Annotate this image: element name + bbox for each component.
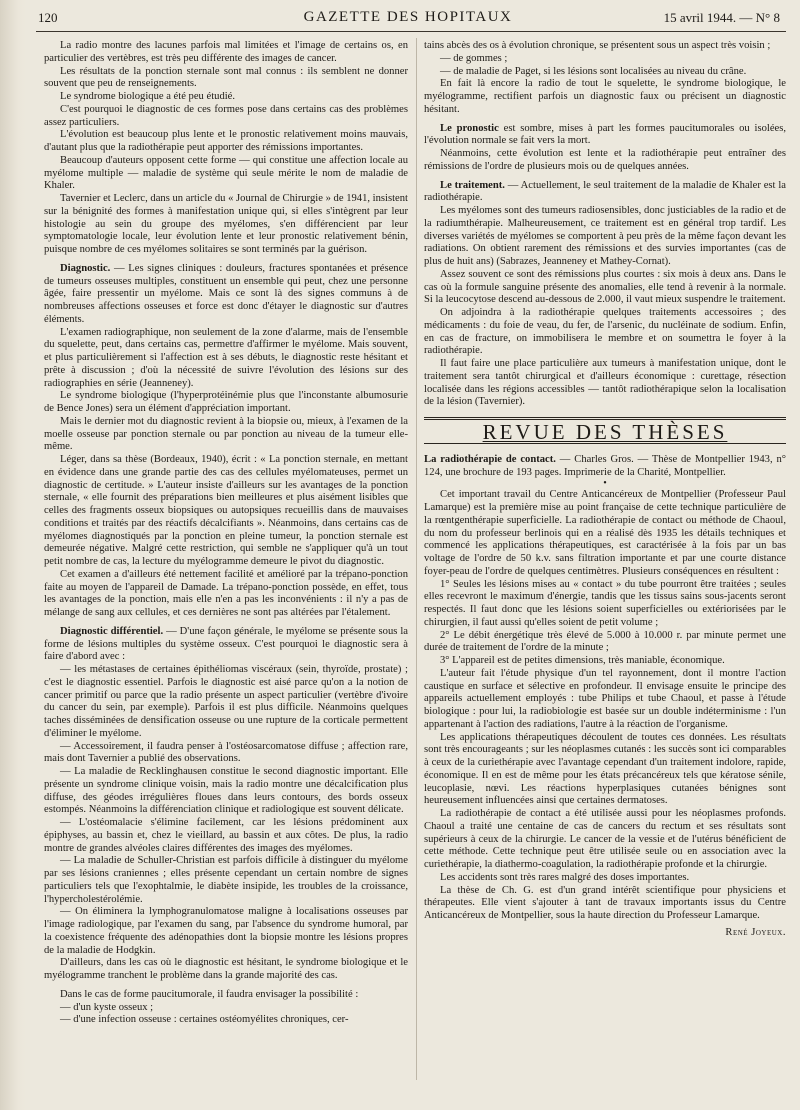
paragraph: C'est pourquoi le diagnostic de ces formes pose dans certains cas des problèmes assez particuliers. <box>44 103 408 128</box>
journal-title: GAZETTE DES HOPITAUX <box>303 9 513 25</box>
section-heading-treatment: Le traitement. <box>440 179 505 191</box>
list-item: — La maladie de Recklinghausen constitue le second diagnostic important. Elle présente un syndrome clinique voisin, mais la radio montre une décalcification plus diffuse, des géodes irrégulières floues dans leurs contours, des bords osseux estompés. Néanmoins la différenciation clinique et radiologique est souvent délicate. <box>44 766 408 816</box>
paragraph: Les accidents sont très rares malgré des doses importantes. <box>440 871 690 883</box>
section-text: — Actuellement, le seul traitement de la maladie de Khaler est la radiothérapie. <box>424 179 786 204</box>
paragraph: Mais le dernier mot du diagnostic revient à la biopsie ou, mieux, à l'examen de la moelle osseuse par ponction sternale ou par ponction au niveau de la tumeur elle-même. <box>44 415 408 453</box>
differential-section <box>44 626 408 664</box>
treatment-section <box>424 180 786 206</box>
paragraph: Cet examen a d'ailleurs été nettement facilité et amélioré par la trépano-ponction faite au moyen de l'appareil de Damade. La trépano-ponction possède, en effet, tous les avantages de la ponction, mais elle n'en a pas les inconvénients : il n'y a pas de mélange de sang aux cellules, et ces dernières ne sont pas altérées par l'étalement. <box>44 568 408 618</box>
paragraph: Cet important travail du Centre Anticancéreux de Montpellier (Professeur Paul Lamarque) est la première mise au point française de cette technique particulière de la rœntgenthérapie superficielle. La radiothérapie de contact ou méthode de Chaoul, du nom du professeur berlinois qui en a réalisé dès 1935 les détails techniques et commencé les applications thérapeutiques, est caractérisée à la fois par un bas voltage de l'ordre de 50 k.v. sans filtration importante et par une courte distance foyer-peau de l'ordre de quelques centimètres. Plusieurs conséquences en résultent : <box>424 489 786 577</box>
section-text: — Les signes cliniques : douleurs, fractures spontanées et présence de tumeurs osseuses multiples, constituent un ensemble qui peut, chez une personne âgée, faire pressentir un myélome. Mais ce sont là des signes communs à de nombreuses affections osseuses et force est donc d'étayer le diagnostic sur d'autres éléments. <box>44 262 408 325</box>
list-item: 1° Seules les lésions mises au « contact » du tube pourront être traitées ; seules elles recevront le maximum d'énergie, tandis que les tissus sains sous-jacents seront respectés. Il faut donc que les lésions soient superficielles ou extériorisées par le chirurgien, il faut aussi qu'elles soient de petit volume ; <box>424 578 786 628</box>
paragraph: Il faut faire une place particulière aux tumeurs à manifestation unique, dont le traitement sera tantôt chirurgical et d'ailleurs économique : curettage, résection localisée dans les régions accessibles — tantôt radiothérapique selon la localisation de la lésion (Tavernier). <box>424 358 786 408</box>
paragraph: Léger, dans sa thèse (Bordeaux, 1940), écrit : « La ponction sternale, en mettant en évidence dans une grande partie des cas des cellules myélomateuses, permet un diagnostic de certitude. » L'auteur insiste d'ailleurs sur les avantages de la ponction sternale, « elle fournit des préparations bien meilleures et plus aisément lisibles que celles des fragments osseux biopsiques ou autopsiques recueillis dans de mauvaises conditions et traités par des réactifs décalcifiants ». Néanmoins, dans certains cas de myélomes diagnostiqués par la ponction en pleine tumeur, la ponction sternale est demeurée négative. Malgré cette restriction, qui semble ne s'appliquer qu'à un tout petit nombre de cas, la lecture du myélogramme demeure le pivot du diagnostic. <box>44 454 408 567</box>
list-item: — La maladie de Schuller-Christian est parfois difficile à distinguer du myélome par ses lésions craniennes ; elles présente cependant un certain nombre de signes particuliers tels que l'exophtalmie, le diabète insipide, les troubles de la croissance, l'hypercholestérolémie. <box>44 855 408 905</box>
revue-des-theses-heading: REVUE DES THÈSES <box>482 420 728 444</box>
paragraph: En fait là encore la radio de tout le squelette, le syndrome biologique, le myélogramme, rectifient parfois un diagnostic faux ou précisent un diagnostic hésitant. <box>424 78 786 115</box>
paragraph: Le syndrome biologique (l'hyperprotéinémie plus que l'inconstante albumosurie de Bence Jones) sera un élément d'appréciation important. <box>44 390 408 414</box>
section-text: — D'une façon générale, le myélome se présente sous la forme de lésions multiples du système osseux. C'est pourquoi le diagnostic sera à faire d'abord avec : <box>44 625 408 663</box>
paragraph: Assez souvent ce sont des rémissions plus courtes : six mois à deux ans. Dans le cas où la formule sanguine présente des anomalies, elle tend à revenir à la normale. Si la leucocytose descend au-dessous de 2.000, il vaut mieux suspendre le traitement. <box>424 268 786 306</box>
paragraph: Beaucoup d'auteurs opposent cette forme — qui constitue une affection locale au myélome multiple — maladie de système qui seule mérite le nom de maladie de Khaler. <box>44 154 408 192</box>
list-item: — d'un kyste osseux ; <box>60 1001 154 1013</box>
list-item: — d'une infection osseuse : certaines ostéomyélites chroniques, cer- <box>60 1014 349 1026</box>
paragraph: Les applications thérapeutiques découlent de toutes ces données. Les résultats sont très encourageants ; sur les néoplasmes cutanés : les succès sont ici comparables à ceux de la curiethérapie avec l'avantage cependant d'un traitement indolore, rapide, économique. Il en est de même pour les états précancéreux tels que kératose sénile, leucoplasie, nœvi. Les réactions hyperplasiques cutanées bénignes sont heureusement influencées ainsi que certaines dermatoses. <box>424 731 786 807</box>
list-item: — de maladie de Paget, si les lésions sont localisées au niveau du crâne. <box>440 65 747 77</box>
diagnostic-section <box>44 263 408 327</box>
paragraph: Les myélomes sont des tumeurs radiosensibles, donc justiciables de la radio et de la radiumthérapie. Malheureusement, ce traitement est en général trop tardif. Les diverses variétés de myélomes se comportent à peu près de la même façon devant les radiations. On obtient rarement des rémissions et des survies importantes (cas de plus de huit ans) (Sabrazes, Jeanneney et Mathey-Cornat). <box>424 205 786 267</box>
paragraph: L'évolution est beaucoup plus lente et le pronostic relativement moins mauvais, d'autant plus que la radiothérapie peut apporter des rémissions importantes. <box>44 129 408 153</box>
paragraph: L'auteur fait l'étude physique d'un tel rayonnement, dont il montre l'action caustique en surface et sélective en profondeur. Il envisage ensuite le principe des appareils actuellement employés : tube Philips et tube Chaoul, et passe à l'étude biologique : pour lui, la radiobiologie est basée sur un double indéterminisme : l'un appartenant à l'action des radiations, l'autre à la réaction de l'organisme. <box>424 667 786 730</box>
author-signature <box>424 927 786 940</box>
page-number: 120 <box>38 10 58 25</box>
list-item: 3° L'appareil est de petites dimensions, très maniable, économique. <box>440 655 725 666</box>
thesis-title: La radiothérapie de contact. <box>424 453 556 465</box>
paragraph: Dans le cas de forme paucitumorale, il faudra envisager la possibilité : <box>60 988 359 1000</box>
thesis-reference <box>424 454 786 480</box>
paragraph: On adjoindra à la radiothérapie quelques traitements accessoires ; des médicaments : du foie de veau, du fer, de l'arsenic, du nucléinate de sodium. Enfin, en cas de fracture, on immobilisera le membre et on soumettra le foyer à la radiothérapie. <box>424 307 786 357</box>
page-header <box>30 2 786 28</box>
section-heading-differential: Diagnostic différentiel. <box>60 625 164 637</box>
paragraph: Le syndrome biologique a été peu étudié. <box>60 91 236 102</box>
paragraph: Tavernier et Leclerc, dans un article du « Journal de Chirurgie » de 1941, insistent sur la bénignité des formes à manifestation unique qui, si elles s'intègrent par leur histologie au sein du groupe des myélomes, s'en différencient par leur symptomatologie locale, leur évolution lente et leur pronostic relativement bénin, puisque nombre de ces myélomes solitaires se sont terminés par la guérison. <box>44 193 408 255</box>
issue-date: 15 avril 1944. — N° 8 <box>663 10 780 25</box>
paragraph: Néanmoins, cette évolution est lente et la radiothérapie peut entraîner des rémissions de l'ordre de plusieurs mois ou de quelques années. <box>424 148 786 172</box>
signature-text: René Joyeux. <box>725 926 786 938</box>
paragraph: tains abcès des os à évolution chronique, se présentent sous un aspect très voisin ; <box>424 40 771 51</box>
list-item: — de gommes ; <box>440 52 508 64</box>
paragraph: L'examen radiographique, non seulement de la zone d'alarme, mais de l'ensemble du squelette, peut, dans certains cas, permettre d'affirmer le myélome. Mais souvent, et plus particulièrement si l'affection est à ses débuts, le diagnostic reste hésitant et prête à discussion ; d'où la nécessité de suivre l'évolution des lésions sur des radiographies en série (Jeanneney). <box>44 326 408 389</box>
prognosis-section <box>424 123 786 149</box>
left-column <box>44 40 408 1027</box>
paragraph: La radio montre des lacunes parfois mal limitées et l'image de certains os, en particulier des vertèbres, est très peu différente des images de cancer. <box>44 40 408 64</box>
section-text: est sombre, mises à part les formes paucitumorales ou isolées, l'évolution normale se fait vers la mort. <box>424 122 786 147</box>
list-item: — les métastases de certaines épithéliomas viscéraux (sein, thyroïde, prostate) ; c'est le diagnostic essentiel. Parfois le diagnostic est aisé parce qu'on a la notion de cancer primitif ou parce que la radio présente un aspect particulier (vertèbre d'ivoire du cancer du sein, par exemple). Parfois il est plus difficile. Néanmoins quelques taches disséminées de densification osseuse ou une rupture de la corticale permettent d'éliminer le myélome. <box>44 664 408 739</box>
paragraph: Les résultats de la ponction sternale sont mal connus : ils semblent ne donner souvent que peu de renseignements. <box>44 65 408 90</box>
list-item: 2° Le débit énergétique très élevé de 5.000 à 10.000 r. par minute permet une durée de traitement de l'ordre de la minute ; <box>424 629 786 654</box>
page-binding-edge <box>0 0 26 1110</box>
right-column <box>424 40 786 940</box>
header-rule <box>36 31 786 32</box>
column-divider <box>416 38 417 1080</box>
list-item: — On éliminera la lymphogranulomatose maligne à localisations osseuses par l'image radiologique, par l'examen du sang, par l'absence du syndrome humoral, par la coexistence fréquente des adénopathies dont la biopsie montre les lésions propres de la maladie de Hodgkin. <box>44 906 408 956</box>
list-item: — L'ostéomalacie s'élimine facilement, car les lésions prédominent aux épiphyses, au bassin et, chez le vieillard, au bassin et aux côtes. De plus, la radio montre de grandes alvéoles claires différentes des images des myélomes. <box>44 817 408 854</box>
section-heading-prognosis: Le pronostic <box>440 122 499 134</box>
section-heading-diagnostic: Diagnostic. <box>60 262 111 274</box>
thesis-citation: — Charles Gros. — Thèse de Montpellier 1943, n° 124, une brochure de 193 pages. Imprimerie de la Charité, Montpellier. <box>424 453 786 478</box>
list-item: — Accessoirement, il faudra penser à l'ostéosarcomatose diffuse ; affection rare, mais dont Tavernier a publié des observations. <box>44 740 408 765</box>
paragraph: La thèse de Ch. G. est d'un grand intérêt scientifique pour physiciens et thérapeutes. Elle vient s'ajouter à tant de travaux importants issus du Centre Anticancéreux de Montpellier, sous la haute direction du Professeur Lamarque. <box>424 884 786 921</box>
paragraph: La radiothérapie de contact a été utilisée aussi pour les néoplasmes profonds. Chaoul a traité une centaine de cas de cancers du rectum et ses résultats sont supérieurs à ceux de la chirurgie. Le cancer de la vessie et de l'utérus bénéficient de cette méthode. Cette technique peut être utilisée seule ou en association avec la curiethérapie, la diathermo-coagulation, la radiothérapie profonde et la chirurgie. <box>424 808 786 870</box>
separator-dot: • <box>603 478 607 490</box>
paragraph: D'ailleurs, dans les cas où le diagnostic est hésitant, le syndrome biologique et le myélogramme tranchent le problème dans la grande majorité des cas. <box>44 957 408 981</box>
